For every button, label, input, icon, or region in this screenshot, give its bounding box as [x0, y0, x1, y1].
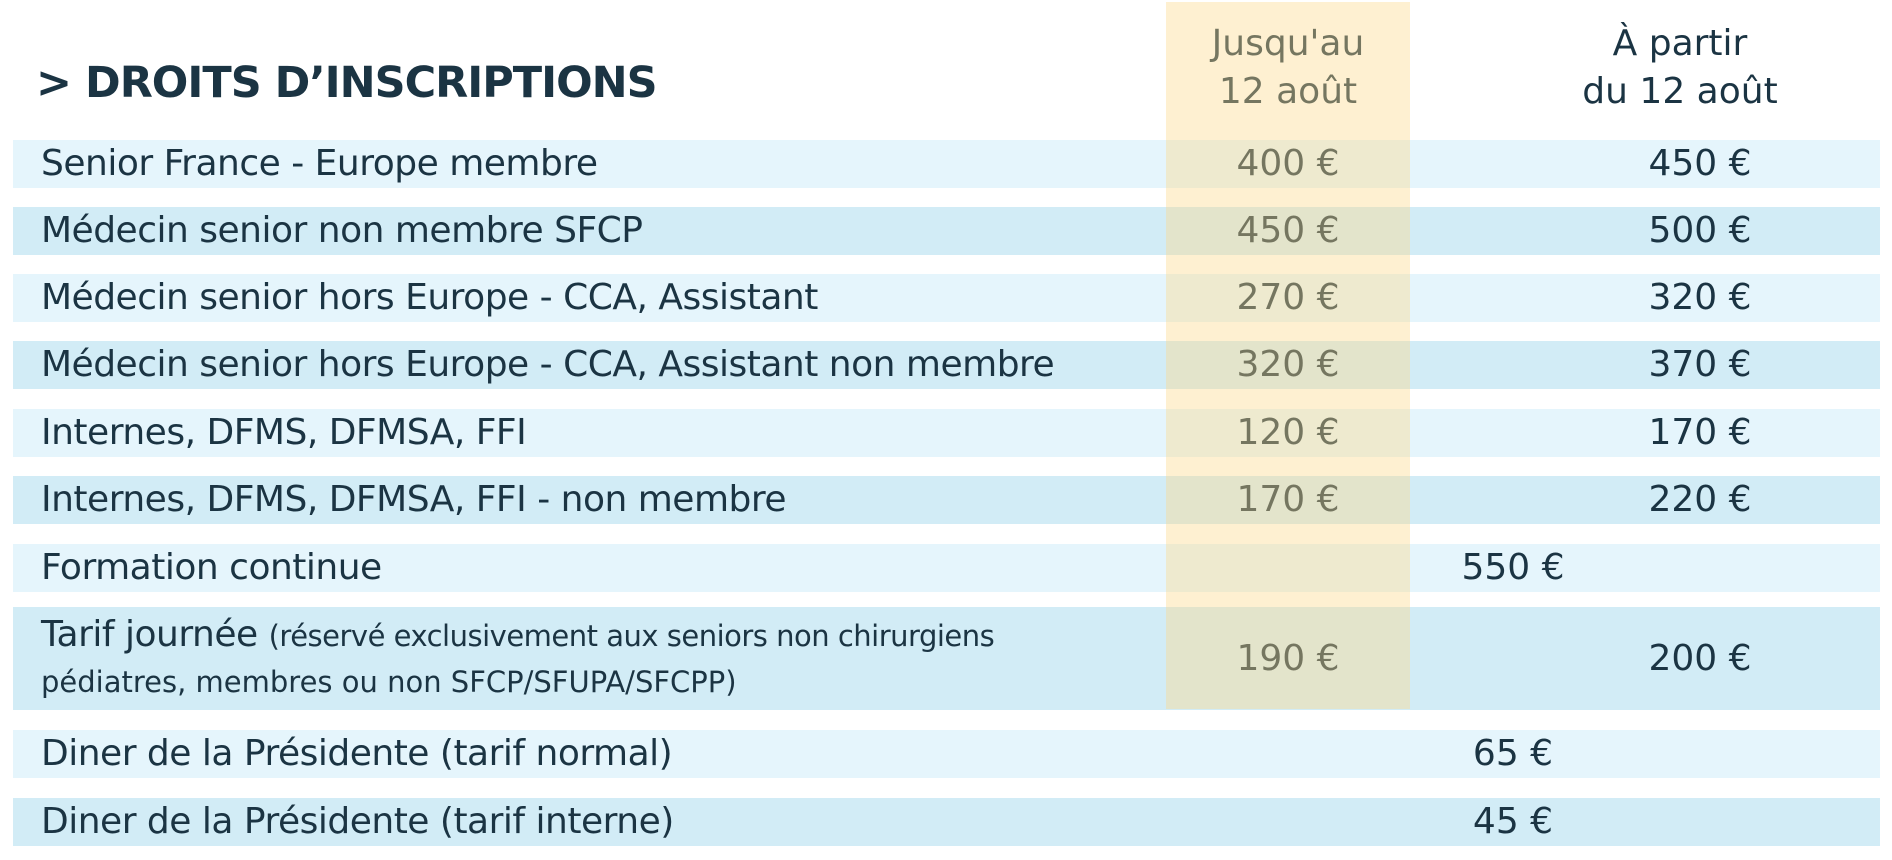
row-label: Formation continue [41, 547, 382, 588]
column-header-early-line1: Jusqu'au [1211, 23, 1365, 64]
price-single: 45 € [1472, 801, 1554, 842]
row-label [41, 613, 994, 658]
price-late: 320 € [1648, 277, 1752, 318]
price-late: 220 € [1648, 479, 1752, 520]
table-row [13, 730, 1880, 778]
price-late: 200 € [1648, 638, 1752, 679]
row-label: Médecin senior hors Europe - CCA, Assistant [41, 277, 818, 318]
price-early: 400 € [1236, 143, 1340, 184]
price-early: 120 € [1236, 412, 1340, 453]
price-early: 320 € [1236, 344, 1340, 385]
price-late: 500 € [1648, 210, 1752, 251]
column-header-early-line2: 12 août [1218, 71, 1358, 112]
price-early: 450 € [1236, 210, 1340, 251]
column-header-late-line1: À partir [1612, 23, 1748, 64]
row-label-note: (réservé exclusivement aux seniors non chirurgiens [268, 619, 995, 653]
row-label: Diner de la Présidente (tarif interne) [41, 801, 674, 842]
price-single: 550 € [1461, 547, 1565, 588]
table-row [13, 341, 1880, 389]
section-title: > DROITS D’INSCRIPTIONS [36, 58, 657, 108]
row-label-main: Tarif journée [41, 614, 258, 655]
table-row [13, 274, 1880, 322]
row-label: Internes, DFMS, DFMSA, FFI - non membre [41, 479, 787, 520]
table-row [13, 544, 1880, 592]
table-row [13, 140, 1880, 188]
price-early: 190 € [1236, 638, 1340, 679]
table-header [0, 0, 1892, 140]
price-late: 170 € [1648, 412, 1752, 453]
column-header-early [1166, 20, 1410, 116]
table-row [13, 607, 1880, 710]
table-row [13, 207, 1880, 255]
row-label: Senior France - Europe membre [41, 143, 598, 184]
row-label-note-line2: pédiatres, membres ou non SFCP/SFUPA/SFCPP) [41, 665, 737, 699]
price-late: 450 € [1648, 143, 1752, 184]
price-late: 370 € [1648, 344, 1752, 385]
column-header-late [1530, 20, 1830, 116]
row-label: Médecin senior non membre SFCP [41, 210, 643, 251]
table-row [13, 798, 1880, 846]
column-header-late-line2: du 12 août [1582, 71, 1778, 112]
price-early: 270 € [1236, 277, 1340, 318]
table-row [13, 409, 1880, 457]
table-row [13, 476, 1880, 524]
price-single: 65 € [1472, 733, 1554, 774]
row-label: Internes, DFMS, DFMSA, FFI [41, 412, 527, 453]
row-label: Médecin senior hors Europe - CCA, Assistant non membre [41, 344, 1055, 385]
row-label: Diner de la Présidente (tarif normal) [41, 733, 673, 774]
price-early: 170 € [1236, 479, 1340, 520]
